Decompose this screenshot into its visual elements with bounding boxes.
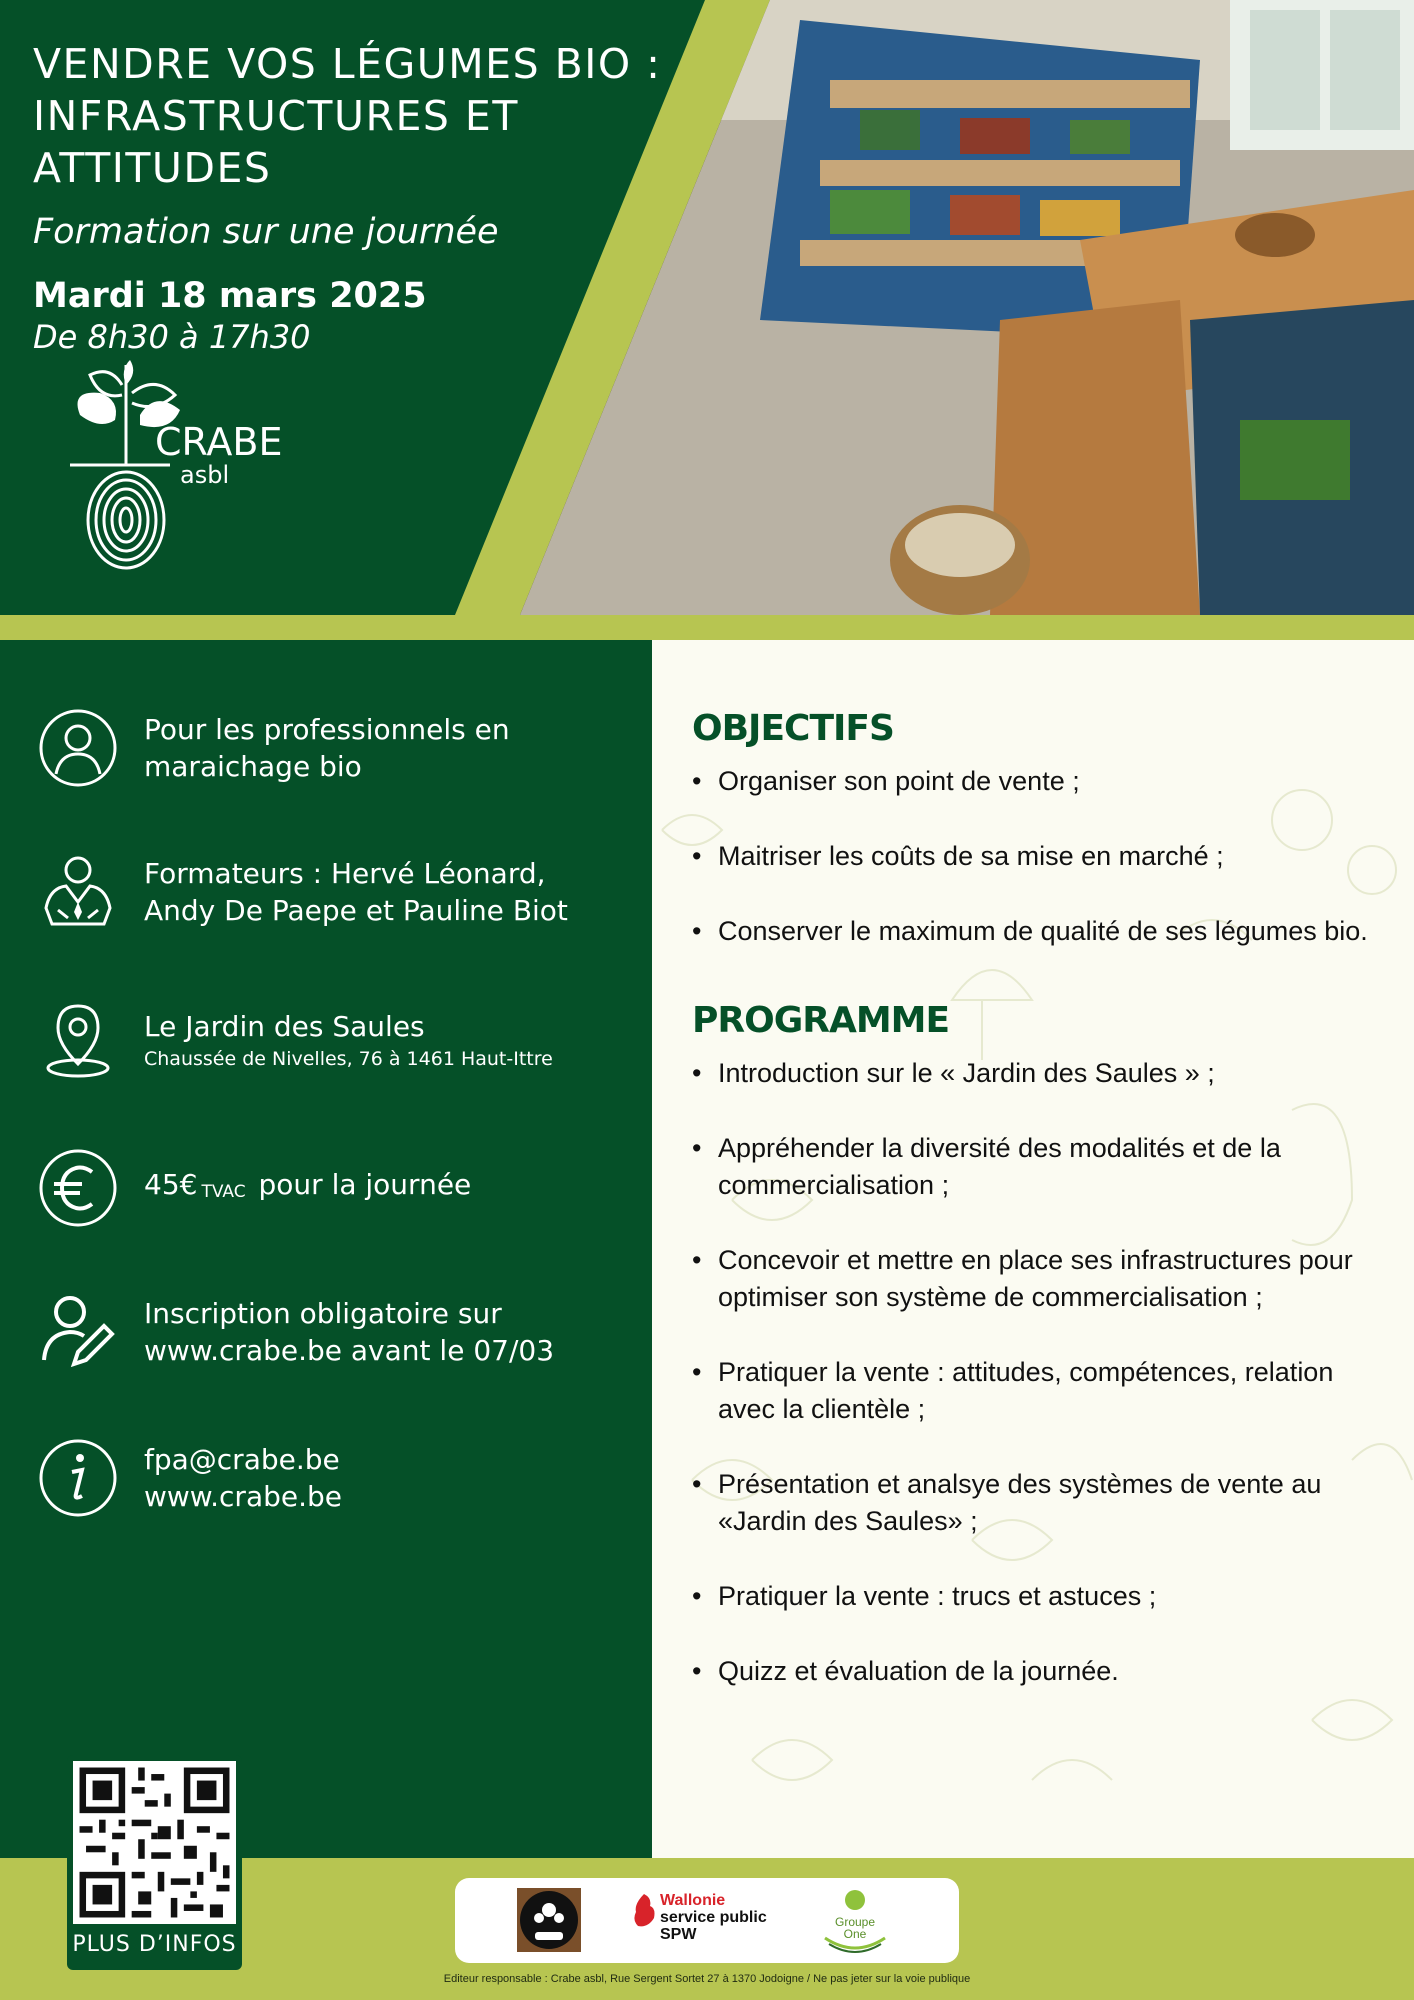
subtitle: Formation sur une journée: [33, 212, 499, 252]
audience-text: [144, 711, 510, 785]
contact-text: [144, 1441, 342, 1515]
contact-email-link[interactable]: fpa@crabe.be: [144, 1443, 340, 1476]
venue-name: Le Jardin des Saules: [144, 1009, 425, 1043]
user-edit-icon: [38, 1292, 118, 1372]
info-registration: [38, 1292, 638, 1372]
wallonie-text: [660, 1892, 767, 1943]
title-line-1: VENDRE VOS LÉGUMES BIO :: [33, 40, 662, 88]
list-item: • Pratiquer la vente : trucs et astuces ;: [692, 1578, 1392, 1615]
sponsor-round-logo: [517, 1888, 581, 1952]
location-pin-icon: [38, 1000, 118, 1080]
venue-address: Chaussée de Nivelles, 76 à 1461 Haut-Ittre: [144, 1047, 553, 1070]
info-panel: [0, 640, 652, 1858]
qr-label: PLUS D’INFOS: [72, 1932, 237, 1957]
price-amount: 45€: [144, 1167, 198, 1201]
groupe-line-1: Groupe: [834, 1915, 876, 1929]
list-item: • Appréhender la diversité des modalités et de la commercialisation ;: [692, 1130, 1392, 1204]
program-list: [692, 1055, 1392, 1690]
list-item: • Conserver le maximum de qualité de ses légumes bio.: [692, 913, 1392, 950]
objectives-title: OBJECTIFS: [692, 708, 894, 749]
wallonie-spw-logo: [630, 1892, 790, 1952]
info-icon: [38, 1438, 118, 1518]
program-title: PROGRAMME: [692, 1000, 950, 1041]
groupe-line-2: One: [843, 1927, 867, 1941]
accent-band: [0, 615, 1414, 640]
list-item: • Pratiquer la vente : attitudes, compétences, relation avec la clientèle ;: [692, 1354, 1392, 1428]
price-tax: TVAC: [201, 1181, 246, 1202]
list-item: • Présentation et analsye des systèmes de vente au «Jardin des Saules» ;: [692, 1466, 1392, 1540]
info-audience: [38, 708, 638, 788]
trainers-text: [144, 855, 568, 929]
sponsor-logos: [455, 1878, 959, 1963]
logo-sub: asbl: [180, 461, 230, 489]
euro-icon: [38, 1148, 118, 1228]
event-hours: De 8h30 à 17h30: [33, 318, 311, 356]
audience-line-1: Pour les professionnels en: [144, 713, 510, 746]
wallonie-line-1: Wallonie: [660, 1892, 726, 1909]
editor-notice: Editeur responsable : Crabe asbl, Rue Sergent Sortet 27 à 1370 Jodoigne / Ne pas jeter sur la voie publique: [443, 1973, 971, 1985]
objectives-list: [692, 763, 1392, 950]
header-text: [33, 38, 733, 356]
more-info-qr[interactable]: [67, 1755, 242, 1970]
content-text: [692, 708, 1392, 1728]
content-panel: [652, 640, 1414, 1858]
user-circle-icon: [38, 708, 118, 788]
trainer-icon: [38, 852, 118, 932]
groupe-text: [817, 1916, 893, 1940]
rooster-icon: [630, 1892, 658, 1932]
header-banner: [0, 0, 1414, 615]
list-item: • Quizz et évaluation de la journée.: [692, 1653, 1392, 1690]
registration-line-1: Inscription obligatoire sur: [144, 1297, 502, 1330]
list-item: • Maitriser les coûts de sa mise en marché ;: [692, 838, 1392, 875]
event-date: Mardi 18 mars 2025: [33, 276, 427, 316]
wallonie-line-3: SPW: [660, 1926, 697, 1943]
logo-name: CRABE: [155, 420, 283, 464]
price-text: [144, 1166, 471, 1211]
title-line-2: INFRASTRUCTURES ET ATTITUDES: [33, 92, 519, 192]
info-contact: [38, 1438, 638, 1518]
info-venue: [38, 1000, 638, 1080]
crabe-logo: [60, 355, 290, 575]
contact-web-link[interactable]: www.crabe.be: [144, 1480, 342, 1513]
registration-link[interactable]: www.crabe.be avant le 07/03: [144, 1334, 555, 1367]
price-suffix: pour la journée: [258, 1167, 472, 1201]
list-item: • Organiser son point de vente ;: [692, 763, 1392, 800]
trainers-line-1: Formateurs : Hervé Léonard,: [144, 857, 546, 890]
trainers-line-2: Andy De Paepe et Pauline Biot: [144, 894, 568, 927]
wallonie-line-2: service public: [660, 1909, 767, 1926]
groupe-one-logo: [817, 1886, 893, 1956]
list-item: • Introduction sur le « Jardin des Saules » ;: [692, 1055, 1392, 1092]
venue-text: [144, 1008, 553, 1073]
registration-text: [144, 1295, 554, 1369]
info-price: [38, 1148, 638, 1228]
list-item: • Concevoir et mettre en place ses infrastructures pour optimiser son système de commercialisation ;: [692, 1242, 1392, 1316]
info-trainers: [38, 852, 638, 932]
qr-code-icon[interactable]: [73, 1761, 236, 1924]
audience-line-2: maraichage bio: [144, 750, 362, 783]
